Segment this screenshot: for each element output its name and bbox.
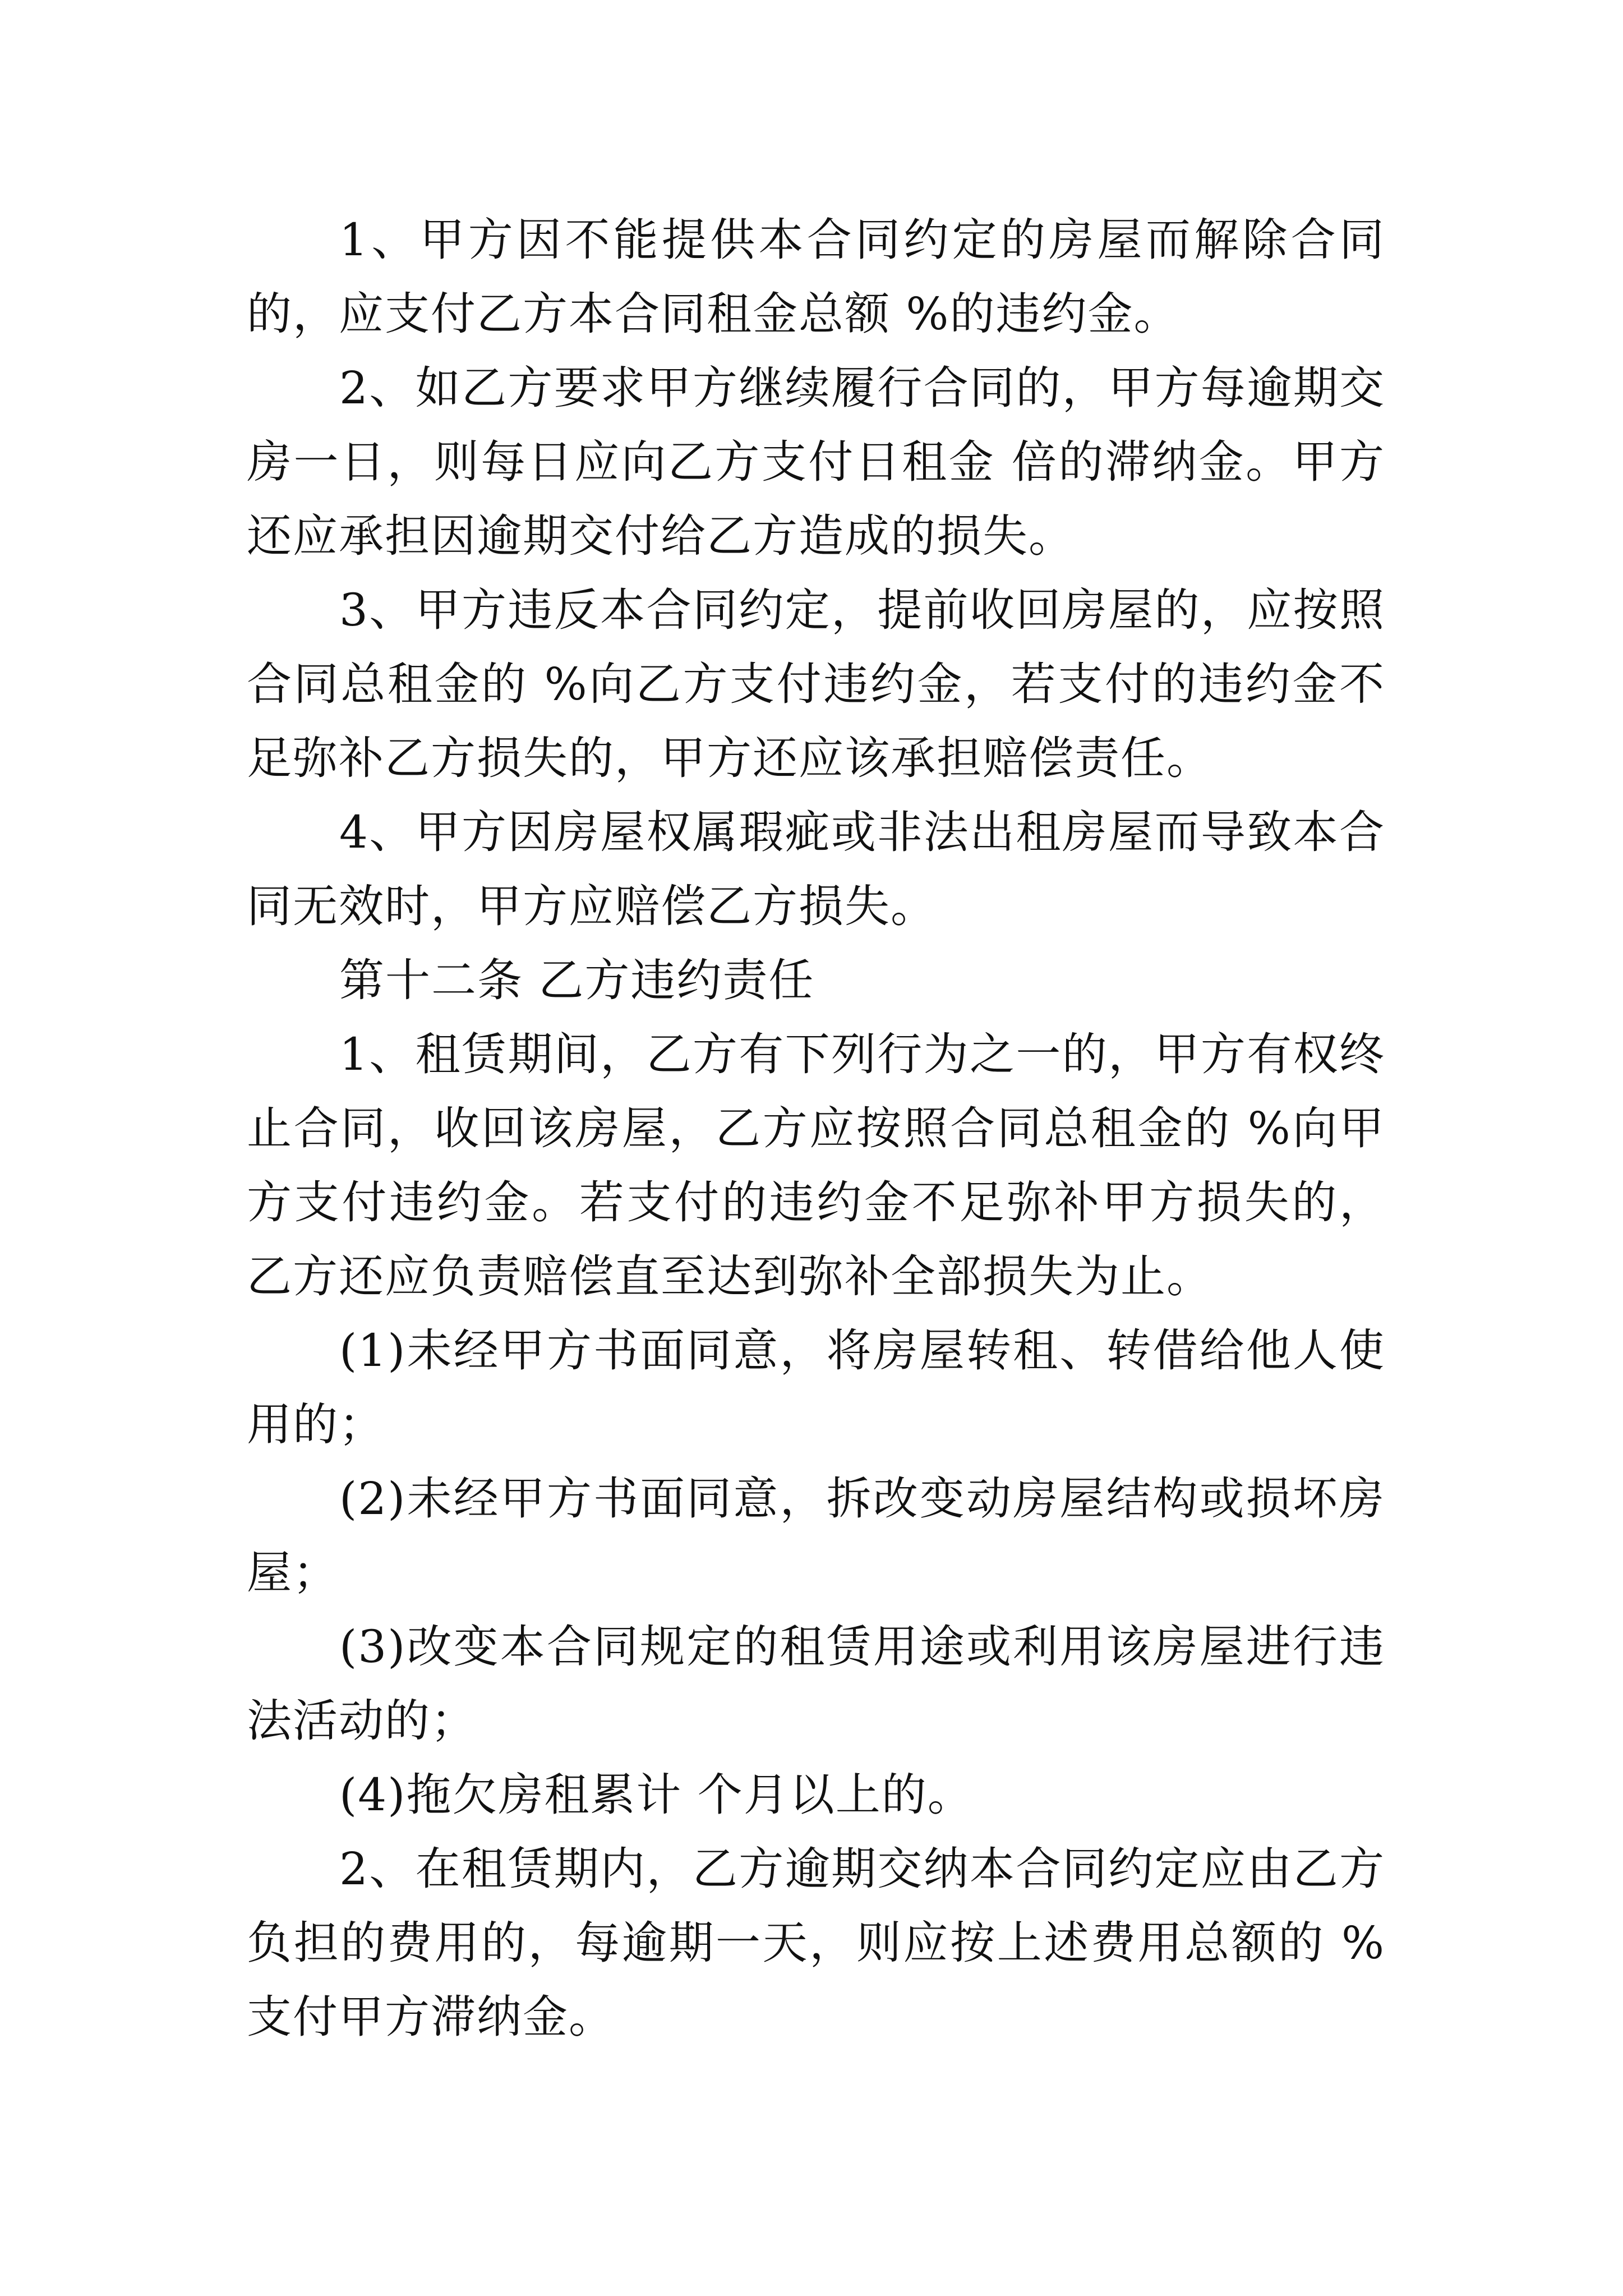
sub-clause-paragraph: (3)改变本合同规定的租赁用途或利用该房屋进行违法活动的； bbox=[247, 1621, 1385, 1747]
clause-paragraph: 3、甲方违反本合同约定，提前收回房屋的，应按照合同总租金的 %向乙方支付违约金，若支付的违约金不足弥补乙方损失的，甲方还应该承担赔偿责任。 bbox=[247, 584, 1385, 784]
clause-paragraph: 2、在租赁期内，乙方逾期交纳本合同约定应由乙方负担的费用的，每逾期一天，则应按上述费用总额的 %支付甲方滞纳金。 bbox=[247, 1843, 1385, 2043]
clause-paragraph: 4、甲方因房屋权属瑕疵或非法出租房屋而导致本合同无效时，甲方应赔偿乙方损失。 bbox=[247, 806, 1385, 932]
sub-clause-paragraph: (4)拖欠房租累计 个月以上的。 bbox=[339, 1769, 974, 1821]
sub-clause-paragraph: (1)未经甲方书面同意，将房屋转租、转借给他人使用的； bbox=[247, 1324, 1385, 1451]
document-body bbox=[247, 203, 1385, 2054]
article-heading: 第十二条 乙方违约责任 bbox=[339, 954, 815, 1006]
clause-paragraph: 1、甲方因不能提供本合同约定的房屋而解除合同的，应支付乙方本合同租金总额 %的违约金。 bbox=[247, 214, 1385, 340]
clause-paragraph: 1、租赁期间，乙方有下列行为之一的，甲方有权终止合同，收回该房屋，乙方应按照合同总租金的 %向甲方支付违约金。若支付的违约金不足弥补甲方损失的，乙方还应负责赔偿直至达到弥补全部损失为止。 bbox=[247, 1028, 1385, 1303]
sub-clause-paragraph: (2)未经甲方书面同意，拆改变动房屋结构或损坏房屋； bbox=[247, 1473, 1385, 1599]
clause-paragraph: 2、如乙方要求甲方继续履行合同的，甲方每逾期交房一日，则每日应向乙方支付日租金 倍的滞纳金。甲方还应承担因逾期交付给乙方造成的损失。 bbox=[247, 362, 1385, 562]
